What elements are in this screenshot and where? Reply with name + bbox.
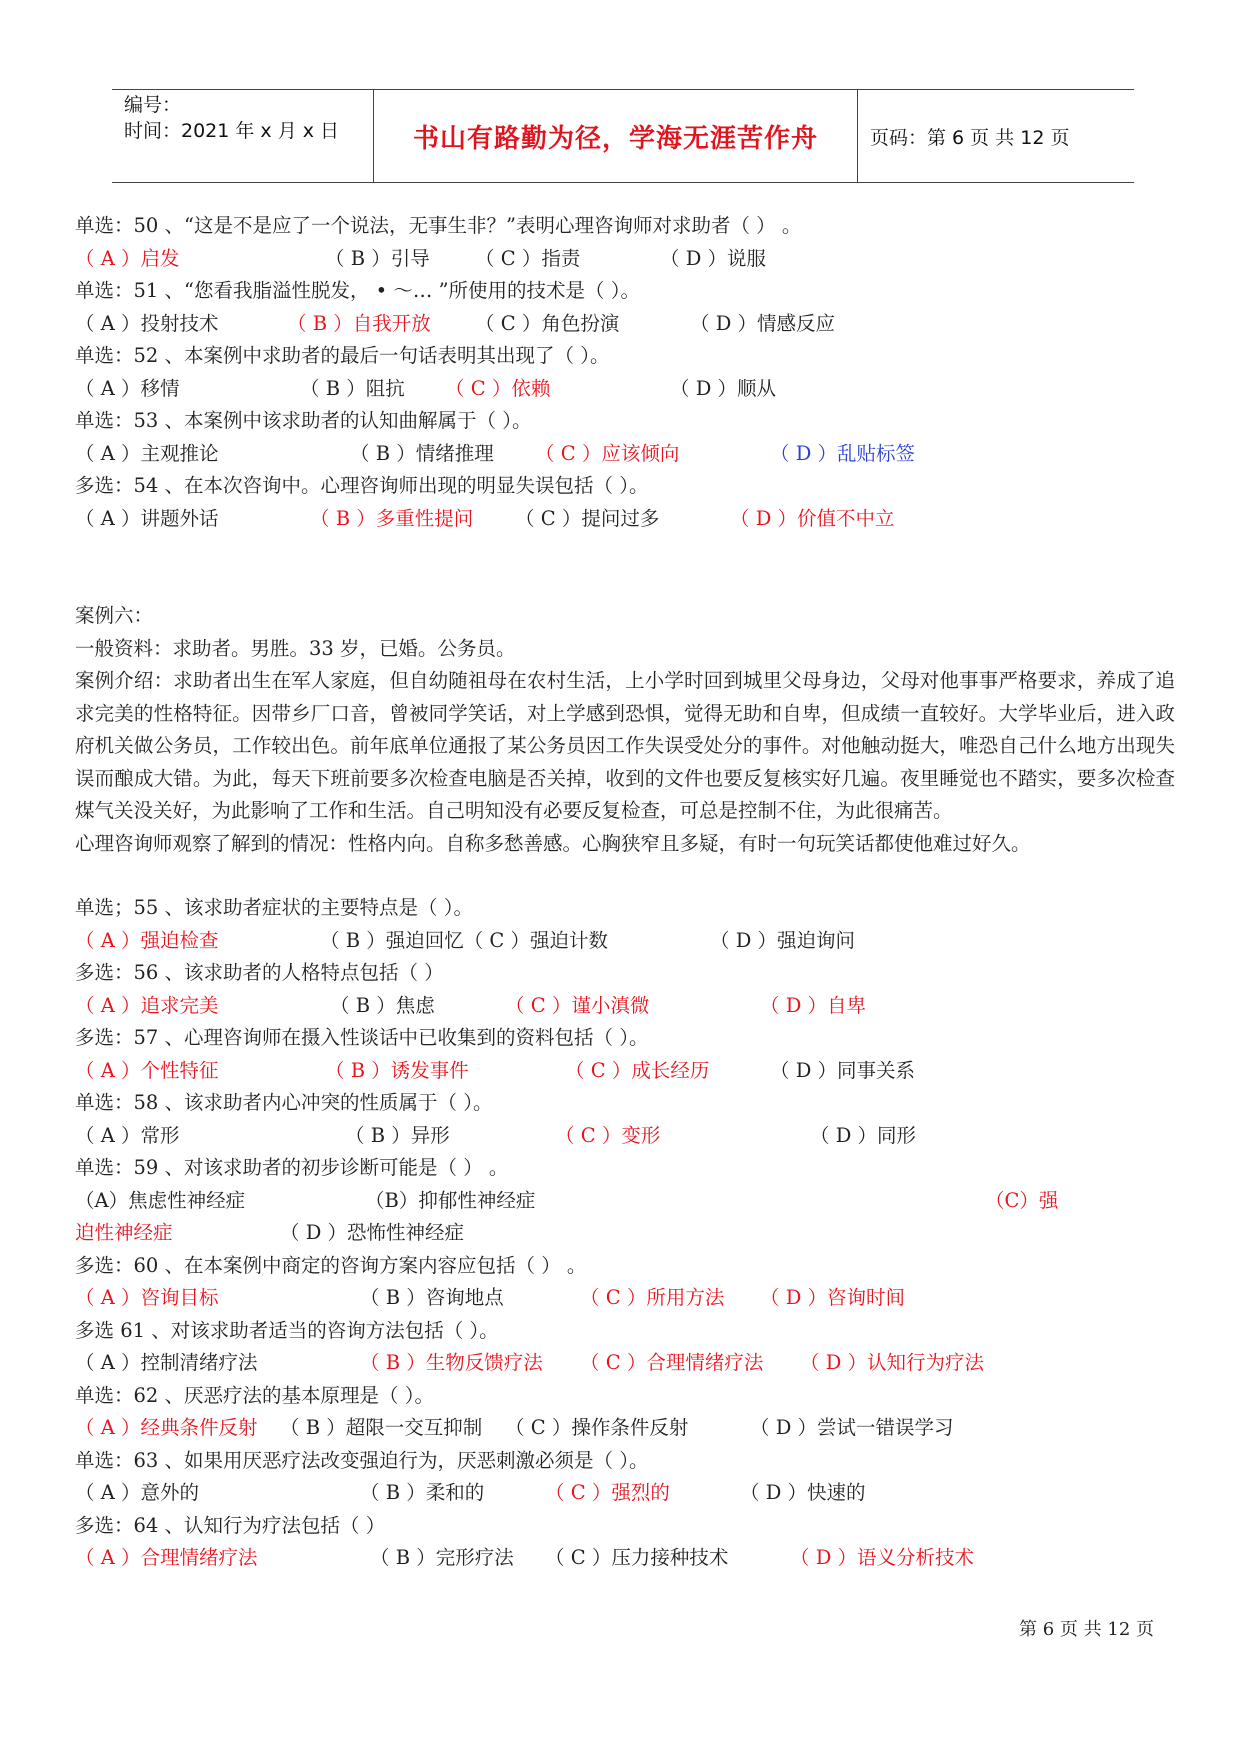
- case-observed: 心理咨询师观察了解到的情况：性格内向。自称多愁善感。心胸狭窄且多疑，有时一句玩笑话都使他难过好久。: [75, 831, 1031, 855]
- document-body: [75, 210, 1175, 1575]
- option-row: [75, 438, 1175, 471]
- header-left-cell: [112, 90, 374, 182]
- question-stem: 多选：57 、心理咨询师在摄入性谈话中已收集到的资料包括（ ）。: [75, 1026, 649, 1049]
- option-b: （ B ）多重性提问: [310, 506, 474, 530]
- question-stem: 单选：59 、对该求助者的初步诊断可能是（ ） 。: [75, 1156, 509, 1179]
- question-stem: 多选：56 、该求助者的人格特点包括（ ）: [75, 961, 444, 984]
- option-b: （ B ）强迫回忆（ C ）强迫计数: [320, 928, 609, 952]
- spacer: [75, 535, 1175, 600]
- option-c: （ C ）角色扮演: [475, 311, 620, 335]
- option-a: （ A ）投射技术: [75, 311, 219, 335]
- option-d: （ D ）价值不中立: [730, 506, 895, 530]
- option-a: （ A ）主观推论: [75, 441, 219, 465]
- option-d: （ D ）顺从: [670, 376, 777, 400]
- option-row: [75, 1477, 1175, 1510]
- option-d: （ D ）同事关系: [770, 1058, 916, 1082]
- option-a: （ A ）控制清绪疗法: [75, 1351, 258, 1374]
- option-d: （ D ）自卑: [760, 993, 867, 1017]
- option-row: [75, 308, 1175, 341]
- option-d: （ D ）认知行为疗法: [800, 1351, 985, 1374]
- option-row: [75, 1412, 1175, 1445]
- option-c: （ C ）强烈的: [545, 1481, 670, 1504]
- option-d: （ D ）乱贴标签: [770, 441, 916, 465]
- time-label: 时间：2021 年 x 月 x 日: [124, 120, 340, 142]
- option-d: （ D ）说服: [660, 246, 767, 270]
- number-label: 编号：: [124, 94, 182, 116]
- question-stem: 单选：58 、该求助者内心冲突的性质属于（ ）。: [75, 1091, 493, 1114]
- question-stem: 单选：63 、如果用厌恶疗法改变强迫行为，厌恶刺激必须是（ ）。: [75, 1448, 649, 1472]
- page-footer: 第 6 页 共 12 页: [1019, 1619, 1154, 1640]
- question-stem: 多选：64 、认知行为疗法包括（ ）: [75, 1513, 386, 1537]
- case-title: 案例六：: [75, 604, 154, 627]
- option-b: （ B ）阻抗: [300, 376, 405, 400]
- case-intro: 案例介绍：求助者出生在军人家庭，但自幼随祖母在农村生活，上小学时回到城里父母身边，父母对他事事严格要求，养成了追求完美的性格特征。因带乡厂口音，曾被同学笑话，对上学感到恐惧，觉得无助和自卑，但成绩一直较好。大学毕业后，进入政府机关做公务员，工作较出色。前年底单位通报了某公务员因工作失误受处分的事件。对他触动挺大，唯恐自己什么地方出现失误而酿成大错。为此，每天下班前要多次检查电脑是否关掉，收到的文件也要反复核实好几遍。夜里睡觉也不踏实，要多次检查煤气关没关好，为此影响了工作和生活。自己明知没有必要反复检查，可总是控制不住，为此很痛苦。: [75, 669, 1175, 822]
- option-c: （ C ）依赖: [445, 376, 551, 400]
- option-d: （ D ）强迫询问: [710, 928, 856, 952]
- option-row: [75, 1217, 1175, 1250]
- option-c: （ C ）成长经历: [565, 1058, 710, 1082]
- option-row: [75, 373, 1175, 406]
- question-stem: 单选：62 、厌恶疗法的基本原理是（ ）。: [75, 1383, 434, 1407]
- option-a: （ A ）强迫检查: [75, 928, 219, 952]
- option-row: [75, 1542, 1175, 1575]
- motto: 书山有路勤为径，学海无涯苦作舟: [374, 90, 858, 182]
- option-c: （ C ）提问过多: [515, 506, 660, 530]
- option-b: （ B ）超限一交互抑制: [280, 1416, 483, 1439]
- option-b: （ B ）咨询地点: [360, 1286, 504, 1309]
- question-stem: 单选；55 、该求助者症状的主要特点是（ ）。: [75, 896, 473, 919]
- option-a: （ A ）启发: [75, 246, 180, 270]
- option-b: （ B ）情绪推理: [350, 441, 494, 465]
- question-stem: 单选：53 、本案例中该求助者的认知曲解属于（ ）。: [75, 409, 532, 432]
- option-a: （ A ）意外的: [75, 1481, 199, 1504]
- option-c: （C）强: [985, 1188, 1059, 1212]
- option-c: （ C ）所用方法: [580, 1286, 725, 1309]
- option-b: （ B ）生物反馈疗法: [360, 1351, 543, 1374]
- option-a: （ A ）咨询目标: [75, 1286, 219, 1309]
- option-b: （ B ）完形疗法: [370, 1546, 514, 1569]
- option-d: （ D ）情感反应: [690, 311, 836, 335]
- option-a: （ A ）追求完美: [75, 993, 219, 1017]
- question-stem: 单选：50 、“这是不是应了一个说法，无事生非？”表明心理咨询师对求助者（ ） 。: [75, 214, 802, 237]
- option-c: （ C ）应该倾向: [535, 441, 680, 465]
- option-d: （ D ）尝试一错误学习: [750, 1416, 954, 1439]
- option-d: （ D ）同形: [810, 1123, 917, 1147]
- option-b: （ B ）诱发事件: [325, 1058, 469, 1082]
- option-c: （ C ）压力接种技术: [545, 1546, 729, 1569]
- option-row: [75, 1055, 1175, 1088]
- option-b: （ B ）自我开放: [287, 311, 431, 335]
- option-row: [75, 1120, 1175, 1153]
- option-d: （ D ）快速的: [740, 1481, 866, 1504]
- option-c: （ C ）谨小滇微: [505, 993, 650, 1017]
- option-a: （ A ）讲题外话: [75, 506, 219, 530]
- option-a: （ A ）移情: [75, 376, 180, 400]
- option-a: （ A ）经典条件反射: [75, 1416, 258, 1439]
- option-d: （ D ）咨询时间: [760, 1286, 906, 1309]
- option-c: （ C ）指责: [475, 246, 581, 270]
- option-row: [75, 1185, 1175, 1218]
- page-header: [112, 89, 1134, 183]
- question-stem: 多选 61 、对该求助者适当的咨询方法包括（ ）。: [75, 1318, 499, 1342]
- option-b: （B）抑郁性神经症: [365, 1188, 536, 1212]
- option-c: （ C ）合理情绪疗法: [580, 1351, 764, 1374]
- option-row: [75, 503, 1175, 536]
- case-general: 一般资料：求助者。男胜。33 岁，已婚。公务员。: [75, 636, 516, 660]
- option-row: [75, 1282, 1175, 1315]
- option-b: （ B ）异形: [345, 1123, 450, 1147]
- option-a: （ A ）个性特征: [75, 1058, 219, 1082]
- option-d: （ D ）语义分析技术: [790, 1546, 975, 1569]
- option-row: [75, 1347, 1175, 1380]
- option-b: （ B ）引导: [325, 246, 430, 270]
- spacer: [75, 860, 1175, 892]
- option-c: （ C ）变形: [555, 1123, 661, 1147]
- option-d: （ D ）恐怖性神经症: [280, 1221, 465, 1244]
- option-a: （ A ）常形: [75, 1123, 180, 1147]
- option-c-continued: 迫性神经症: [75, 1221, 173, 1244]
- option-row: [75, 925, 1175, 958]
- option-row: [75, 990, 1175, 1023]
- option-c: （ C ）操作条件反射: [505, 1416, 689, 1439]
- question-stem: 多选：54 、在本次咨询中。心理咨询师出现的明显失误包括（ ）。: [75, 474, 649, 497]
- page-label: 页码：第 6 页 共 12 页: [870, 126, 1070, 149]
- question-stem: 单选：51 、“您看我脂溢性脱发， • ～… ”所使用的技术是（ ）。: [75, 279, 640, 302]
- option-a: （ A ）合理情绪疗法: [75, 1546, 258, 1569]
- question-stem: 单选：52 、本案例中求助者的最后一句话表明其出现了（ ）。: [75, 344, 610, 367]
- option-row: [75, 243, 1175, 276]
- option-b: （ B ）焦虑: [330, 993, 435, 1017]
- option-a: （A）焦虑性神经症: [75, 1188, 246, 1212]
- question-stem: 多选：60 、在本案例中商定的咨询方案内容应包括（ ） 。: [75, 1253, 587, 1277]
- option-b: （ B ）柔和的: [360, 1481, 485, 1504]
